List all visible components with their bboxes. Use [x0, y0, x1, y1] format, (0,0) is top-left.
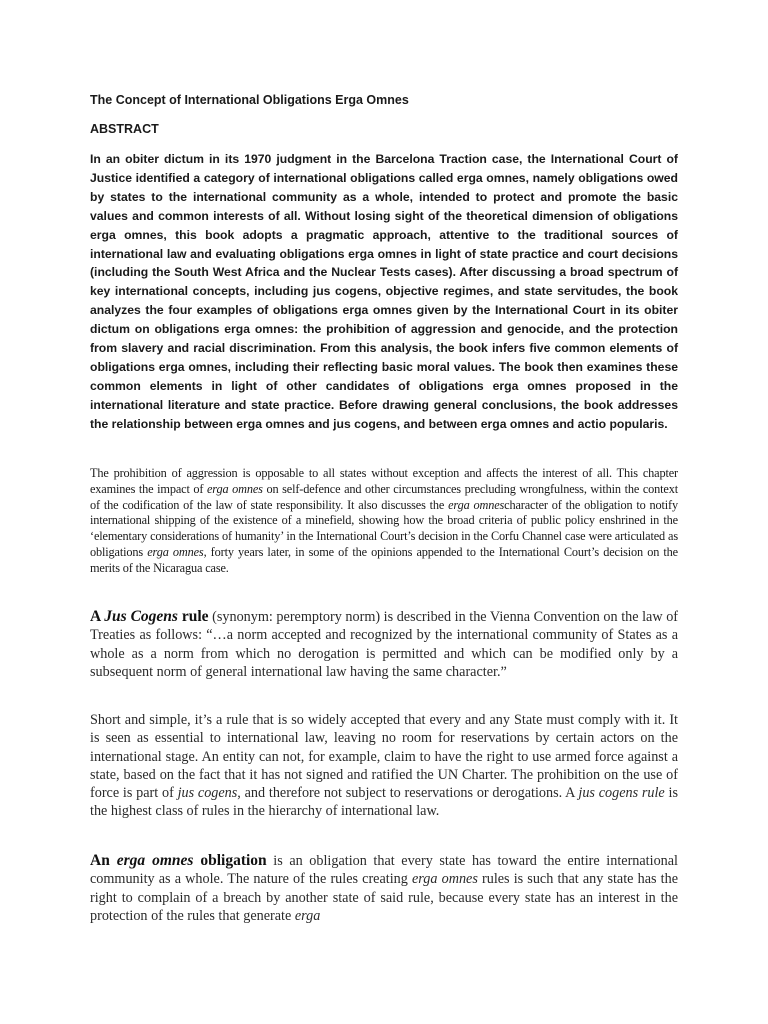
- italic-term: erga omnes: [448, 497, 505, 512]
- text-run: The prohibition of aggression is opposable to all states without exception and affects the interest of all. This chapter examines the impact of: [90, 466, 678, 496]
- text-run: character of the obligation to notify international shipping of the existence of a minefield, showing how the broad criteria of public policy enshrined in the ‘elementary considerations of humanity’ in the International Court’s decision in the Corfu Channel case were articulated as obligations: [90, 497, 678, 559]
- lead-term: [90, 852, 267, 869]
- short-and-simple-paragraph: [90, 711, 678, 821]
- jus-cogens-paragraph: [90, 608, 678, 681]
- text-run: is the highest class of rules in the hierarchy of international law.: [90, 785, 678, 820]
- document-title: The Concept of International Obligations Erga Omnes: [90, 93, 409, 107]
- italic-term: jus cogens: [177, 785, 238, 802]
- italic-term: jus cogens rule: [578, 785, 665, 802]
- italic-term: Jus Cogens: [104, 608, 178, 625]
- italic-term: erga omnes: [206, 481, 263, 496]
- text-run: A: [90, 608, 105, 625]
- text-run: obligation: [193, 852, 267, 869]
- text-run: rules is such that any state has the right to complain of a breach by another state of said rule, because every state has an interest in the protection of the rules that generate: [90, 871, 678, 924]
- text-run: on self-defence and other circumstances precluding wrongfulness, within the context of the codification of the law of state responsibility. It also discusses the: [90, 481, 678, 512]
- italic-term: erga omnes: [116, 852, 194, 869]
- text-run: , and therefore not subject to reservations or derogations. A: [237, 785, 579, 802]
- erga-omnes-paragraph: [90, 852, 678, 925]
- text-run: Short and simple, it’s a rule that is so widely accepted that every and any State must comply with it. It is seen as essential to international law, leaving no room for reservations by certain actors on the international stage. An entity can not, for example, claim to have the right to use armed force against a state, based on the fact that it has not signed and ratified the UN Charter. The prohibition on the use of force is part of: [90, 712, 678, 802]
- abstract-heading: ABSTRACT: [90, 122, 159, 136]
- text-run: (synonym: peremptory norm) is described in the Vienna Convention on the law of Treaties as follows: “…a norm accepted and recognized by the international community of States as a whole as a norm from which no derogation is permitted and which can be modified only by a subsequent norm of general international law having the same character.”: [90, 609, 679, 680]
- italic-term: erga omnes: [147, 544, 204, 559]
- chapter-summary-paragraph: [90, 466, 678, 577]
- abstract-paragraph: In an obiter dictum in its 1970 judgment in the Barcelona Traction case, the International Court of Justice identified a category of international obligations called erga omnes, namely obligations owed by states to the international community as a whole, intended to protect and promote the basic values and common interests of all. Without losing sight of the theoretical dimension of obligations erga omnes, this book adopts a pragmatic approach, attentive to the traditional sources of international law and evaluating obligations erga omnes in light of state practice and court decisions (including the South West Africa and the Nuclear Tests cases). After discussing a broad spectrum of key international concepts, including jus cogens, objective regimes, and state servitudes, the book analyzes the four examples of obligations erga omnes given by the International Court in its obiter dictum on obligations erga omnes: the prohibition of aggression and genocide, and the protection from slavery and racial discrimination. From this analysis, the book infers five common elements of obligations erga omnes, including their reflecting basic moral values. The book then examines these common elements in light of other candidates of obligations erga omnes proposed in the international literature and state practice. Before drawing general conclusions, the book addresses the relationship between erga omnes and jus cogens, and between erga omnes and actio popularis.: [90, 152, 678, 431]
- text-run: An: [90, 852, 117, 869]
- italic-term: erga: [294, 907, 321, 924]
- lead-term: [90, 608, 209, 625]
- text-run: is an obligation that every state has toward the entire international community as a whole. The nature of the rules creating: [90, 853, 678, 888]
- text-run: rule: [177, 608, 209, 625]
- italic-term: erga omnes: [411, 871, 478, 888]
- text-run: , forty years later, in some of the opinions appended to the International Court’s decision on the merits of the Nicaragua case.: [90, 544, 678, 575]
